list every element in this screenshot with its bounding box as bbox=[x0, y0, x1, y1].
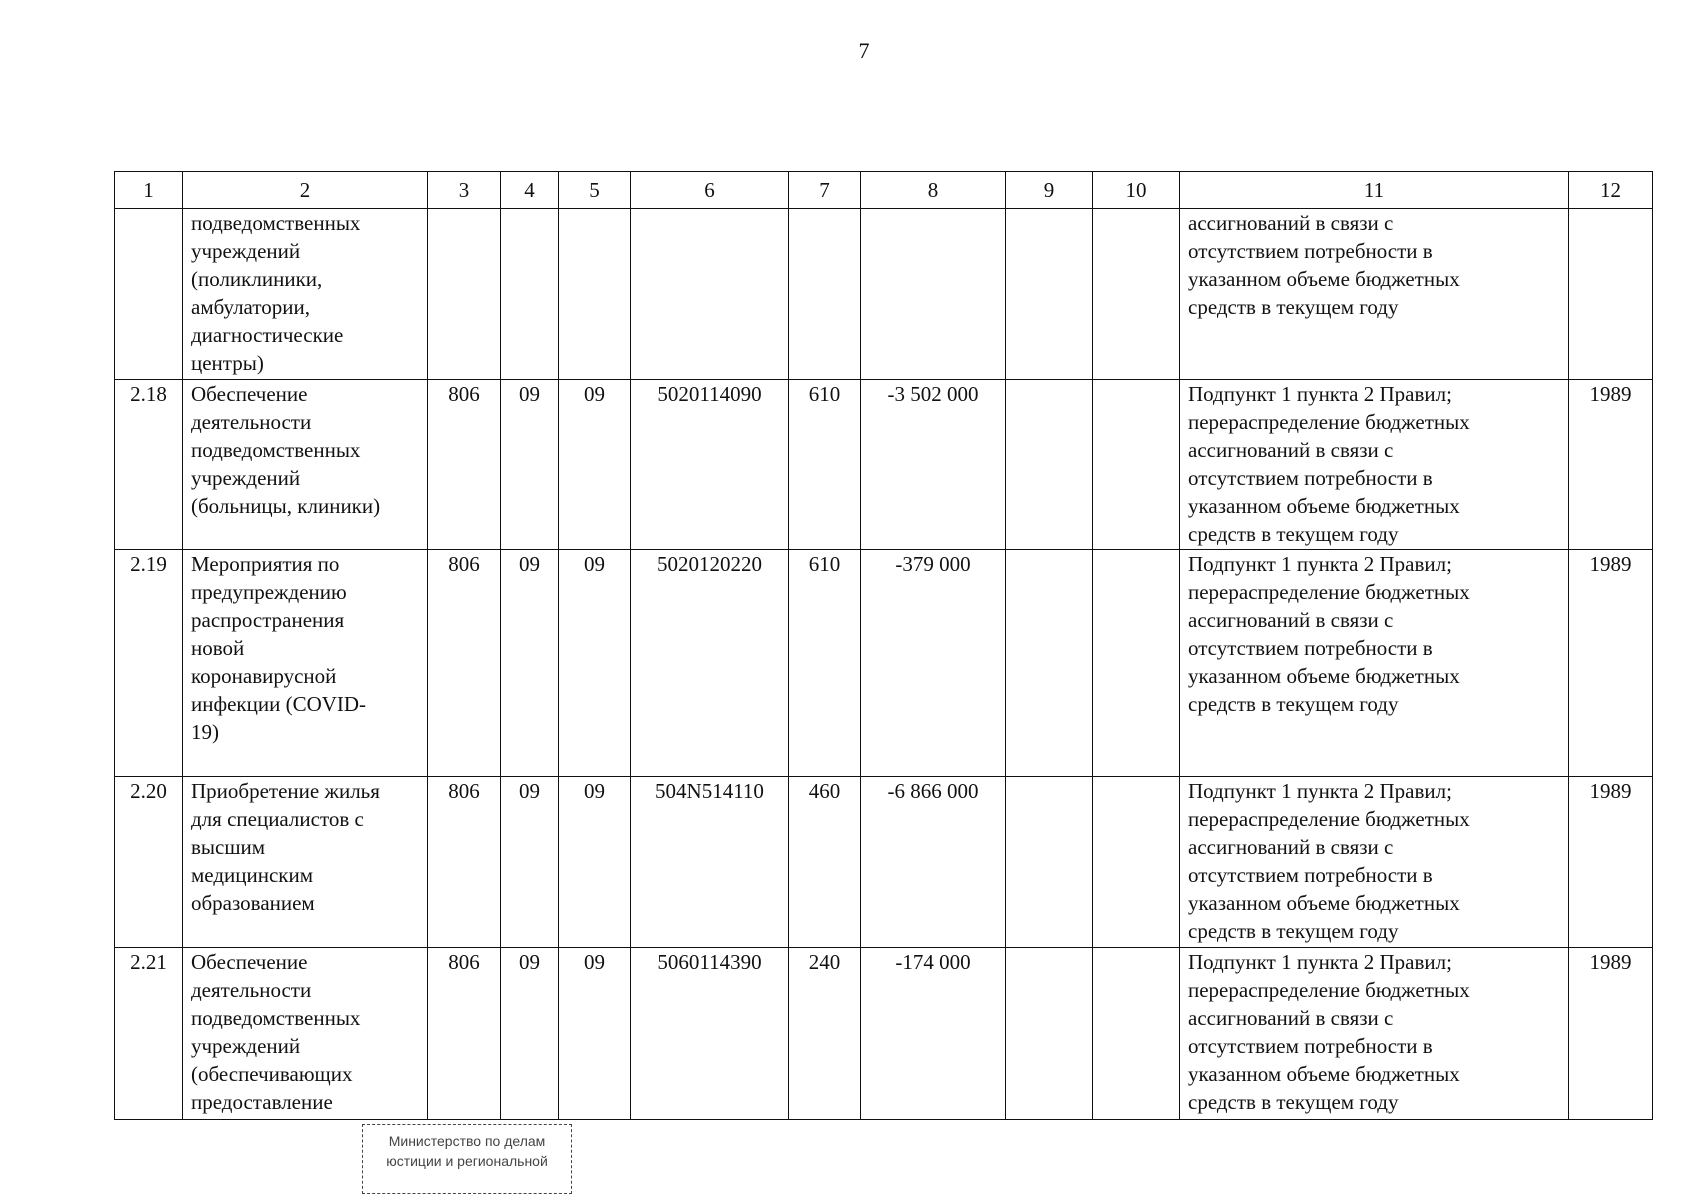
subsection-code: 09 bbox=[559, 550, 631, 777]
table-row bbox=[115, 209, 1653, 380]
measure-name-cell bbox=[183, 776, 428, 948]
header-col-2: 2 bbox=[183, 172, 428, 209]
target-article-code: 504N514110 bbox=[631, 776, 789, 948]
amount: -379 000 bbox=[861, 550, 1006, 777]
ministry-stamp bbox=[362, 1124, 572, 1194]
measure-name-cell bbox=[183, 948, 428, 1120]
table-row bbox=[115, 948, 1653, 1120]
measure-name-cell bbox=[183, 379, 428, 550]
header-col-11: 11 bbox=[1180, 172, 1569, 209]
measure-name: Обеспечение деятельности подведомственных учреждений (обеспечивающих предоставление bbox=[191, 950, 361, 1115]
table-row bbox=[115, 379, 1653, 550]
col-10-value bbox=[1093, 550, 1180, 777]
header-col-3: 3 bbox=[428, 172, 501, 209]
header-row bbox=[115, 172, 1653, 209]
amount: -174 000 bbox=[861, 948, 1006, 1120]
ministry-code: 806 bbox=[428, 379, 501, 550]
col-10-value bbox=[1093, 776, 1180, 948]
row-number: 2.21 bbox=[115, 948, 183, 1120]
header-col-1: 1 bbox=[115, 172, 183, 209]
row-number bbox=[115, 209, 183, 380]
table-row bbox=[115, 776, 1653, 948]
row-number: 2.20 bbox=[115, 776, 183, 948]
col-9-value bbox=[1006, 379, 1093, 550]
amount: -3 502 000 bbox=[861, 379, 1006, 550]
basis-text: Подпункт 1 пункта 2 Правил; перераспределение бюджетных ассигнований в связи с отсутствием потребности в указанном объеме бюджетных средств в текущем году bbox=[1188, 381, 1470, 546]
measure-name-cell bbox=[183, 550, 428, 777]
expense-type-code: 610 bbox=[789, 550, 861, 777]
col-9-value bbox=[1006, 550, 1093, 777]
ministry-code bbox=[428, 209, 501, 380]
col-9-value bbox=[1006, 776, 1093, 948]
basis-text: ассигнований в связи с отсутствием потребности в указанном объеме бюджетных средств в текущем году bbox=[1188, 211, 1460, 319]
header-col-10: 10 bbox=[1093, 172, 1180, 209]
col-12-value: 1989 bbox=[1569, 550, 1653, 777]
measure-name: Мероприятия по предупреждению распространения новой коронавирусной инфекции (COVID- 19) bbox=[191, 552, 367, 745]
page-number: 7 bbox=[858, 38, 870, 63]
measure-name: подведомственных учреждений (поликлиники, амбулатории, диагностические центры) bbox=[191, 211, 361, 375]
section-code: 09 bbox=[501, 776, 559, 948]
subsection-code: 09 bbox=[559, 379, 631, 550]
section-code: 09 bbox=[501, 379, 559, 550]
table-row bbox=[115, 550, 1653, 777]
ministry-code: 806 bbox=[428, 776, 501, 948]
ministry-code: 806 bbox=[428, 550, 501, 777]
target-article-code: 5020120220 bbox=[631, 550, 789, 777]
basis-cell bbox=[1180, 379, 1569, 550]
col-12-value: 1989 bbox=[1569, 379, 1653, 550]
section-code: 09 bbox=[501, 948, 559, 1120]
row-number: 2.19 bbox=[115, 550, 183, 777]
amount bbox=[861, 209, 1006, 380]
header-col-12: 12 bbox=[1569, 172, 1653, 209]
basis-text: Подпункт 1 пункта 2 Правил; перераспределение бюджетных ассигнований в связи с отсутствием потребности в указанном объеме бюджетных средств в текущем году bbox=[1188, 778, 1470, 943]
basis-cell bbox=[1180, 550, 1569, 777]
section-code bbox=[501, 209, 559, 380]
subsection-code: 09 bbox=[559, 776, 631, 948]
basis-text: Подпункт 1 пункта 2 Правил; перераспределение бюджетных ассигнований в связи с отсутствием потребности в указанном объеме бюджетных средств в текущем году bbox=[1188, 552, 1470, 717]
header-col-4: 4 bbox=[501, 172, 559, 209]
subsection-code bbox=[559, 209, 631, 380]
col-9-value bbox=[1006, 209, 1093, 380]
col-12-value: 1989 bbox=[1569, 948, 1653, 1120]
header-col-8: 8 bbox=[861, 172, 1006, 209]
col-10-value bbox=[1093, 209, 1180, 380]
ministry-code: 806 bbox=[428, 948, 501, 1120]
basis-cell bbox=[1180, 209, 1569, 380]
stamp-line-2: юстиции и региональной bbox=[386, 1153, 548, 1169]
col-12-value: 1989 bbox=[1569, 776, 1653, 948]
row-number: 2.18 bbox=[115, 379, 183, 550]
stamp-line-1: Министерство по делам bbox=[388, 1133, 546, 1149]
measure-name: Обеспечение деятельности подведомственных учреждений (больницы, клиники) bbox=[191, 381, 381, 518]
expense-type-code bbox=[789, 209, 861, 380]
header-col-9: 9 bbox=[1006, 172, 1093, 209]
section-code: 09 bbox=[501, 550, 559, 777]
col-10-value bbox=[1093, 379, 1180, 550]
basis-text: Подпункт 1 пункта 2 Правил; перераспределение бюджетных ассигнований в связи с отсутствием потребности в указанном объеме бюджетных средств в текущем году bbox=[1188, 950, 1470, 1115]
measure-name: Приобретение жилья для специалистов с высшим медицинским образованием bbox=[191, 778, 380, 915]
expense-type-code: 240 bbox=[789, 948, 861, 1120]
col-9-value bbox=[1006, 948, 1093, 1120]
measure-name-cell bbox=[183, 209, 428, 380]
header-col-5: 5 bbox=[559, 172, 631, 209]
subsection-code: 09 bbox=[559, 948, 631, 1120]
col-10-value bbox=[1093, 948, 1180, 1120]
basis-cell bbox=[1180, 776, 1569, 948]
col-12-value bbox=[1569, 209, 1653, 380]
budget-table bbox=[114, 171, 1653, 1120]
expense-type-code: 610 bbox=[789, 379, 861, 550]
target-article-code: 5060114390 bbox=[631, 948, 789, 1120]
header-col-7: 7 bbox=[789, 172, 861, 209]
expense-type-code: 460 bbox=[789, 776, 861, 948]
header-col-6: 6 bbox=[631, 172, 789, 209]
target-article-code bbox=[631, 209, 789, 380]
basis-cell bbox=[1180, 948, 1569, 1120]
amount: -6 866 000 bbox=[861, 776, 1006, 948]
target-article-code: 5020114090 bbox=[631, 379, 789, 550]
